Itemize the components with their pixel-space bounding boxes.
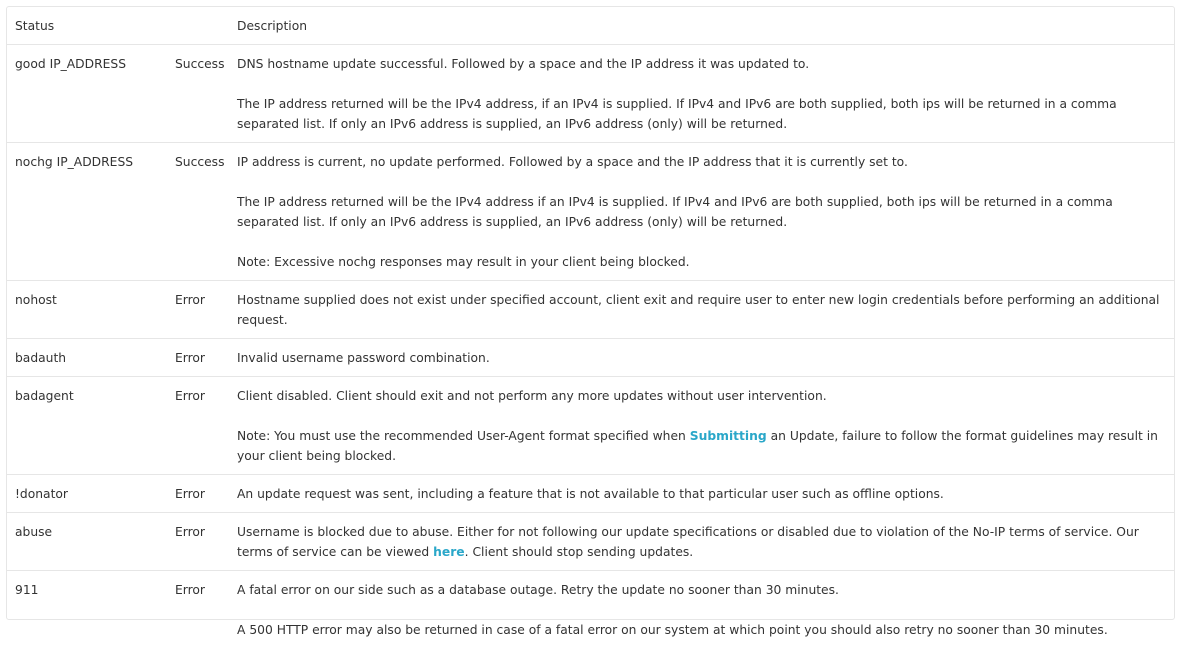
note-text: an Update, failure to follow the format guidelines may result in your client being blocked. [237,429,1158,463]
status-code: abuse [7,513,167,571]
description-text: Username is blocked due to abuse. Either for not following our update specifications or disabled due to violation of the No-IP terms of service. Our terms of service can be viewed [237,525,1139,559]
header-description: Description [229,7,1174,45]
status-description [229,45,1174,143]
description-text: . Client should stop sending updates. [465,545,694,559]
status-result: Error [167,475,229,513]
description-paragraph: Client disabled. Client should exit and not perform any more updates without user intervention. [237,386,1166,406]
description-paragraph: A fatal error on our side such as a database outage. Retry the update no sooner than 30 minutes. [237,580,1166,600]
status-code: nochg IP_ADDRESS [7,143,167,281]
status-description [229,377,1174,475]
description-paragraph: IP address is current, no update performed. Followed by a space and the IP address that it is currently set to. [237,152,1166,172]
description-paragraph: The IP address returned will be the IPv4 address, if an IPv4 is supplied. If IPv4 and IPv6 are both supplied, both ips will be returned in a comma separated list. If only an IPv6 address is supplied, an IPv6 address (only) will be returned. [237,94,1166,134]
status-code: badagent [7,377,167,475]
status-code: good IP_ADDRESS [7,45,167,143]
status-description [229,143,1174,281]
description-paragraph: An update request was sent, including a feature that is not available to that particular user such as offline options. [237,484,1166,504]
status-result: Error [167,281,229,339]
description-paragraph: The IP address returned will be the IPv4 address if an IPv4 is supplied. If IPv4 and IPv6 are both supplied, both ips will be returned in a comma separated list. If only an IPv6 address is supplied, an IPv6 address (only) will be returned. [237,192,1166,232]
description-paragraph: A 500 HTTP error may also be returned in case of a fatal error on our system at which point you should also retry no sooner than 30 minutes. [237,620,1166,640]
header-result [167,7,229,45]
table-row [7,45,1174,143]
status-result: Success [167,143,229,281]
description-paragraph: DNS hostname update successful. Followed by a space and the IP address it was updated to. [237,54,1166,74]
status-description [229,513,1174,571]
status-description [229,339,1174,377]
response-codes-table [7,7,1174,648]
status-code: 911 [7,571,167,648]
description-paragraph: Note: Excessive nochg responses may result in your client being blocked. [237,252,1166,272]
submitting-link[interactable]: Submitting [690,429,767,443]
table-row [7,281,1174,339]
table-row [7,571,1174,648]
status-result: Error [167,339,229,377]
status-result: Success [167,45,229,143]
status-code: !donator [7,475,167,513]
note-text: Note: You must use the recommended User-Agent format specified when [237,429,690,443]
header-status: Status [7,7,167,45]
table-row [7,143,1174,281]
header-row [7,7,1174,45]
status-result: Error [167,377,229,475]
status-result: Error [167,513,229,571]
table-row [7,475,1174,513]
table-row [7,339,1174,377]
description-paragraph: Invalid username password combination. [237,348,1166,368]
description-note [237,426,1166,466]
terms-of-service-link[interactable]: here [433,545,465,559]
response-codes-table-container [6,6,1175,620]
description-paragraph [237,522,1166,562]
status-result: Error [167,571,229,648]
status-description [229,571,1174,648]
status-description [229,281,1174,339]
table-body [7,45,1174,648]
table-header [7,7,1174,45]
status-code: nohost [7,281,167,339]
table-row [7,377,1174,475]
status-code: badauth [7,339,167,377]
description-paragraph: Hostname supplied does not exist under specified account, client exit and require user to enter new login credentials before performing an additional request. [237,290,1166,330]
status-description [229,475,1174,513]
table-row [7,513,1174,571]
